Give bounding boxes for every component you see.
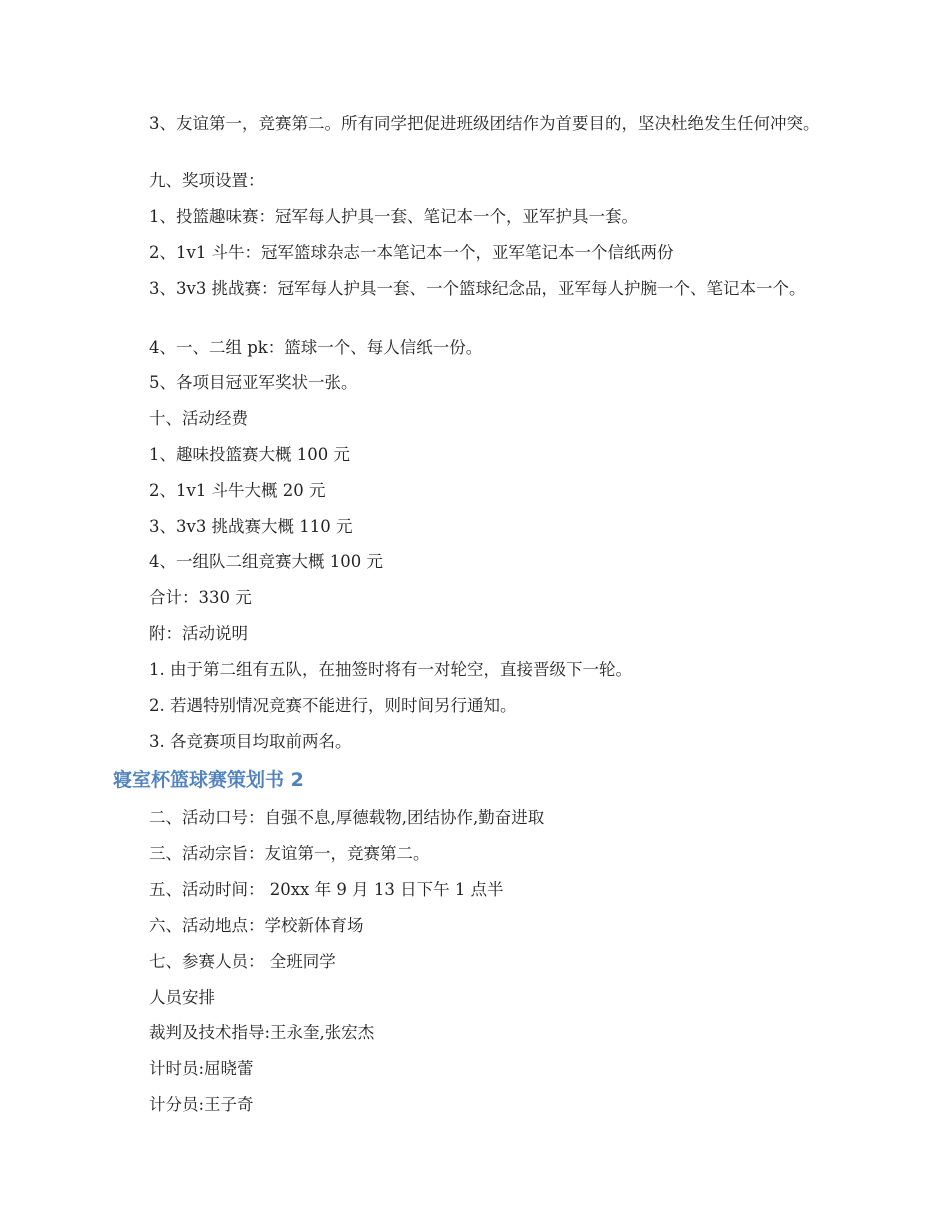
paragraph-note-1: 1. 由于第二组有五队，在抽签时将有一对轮空，直接晋级下一轮。 bbox=[149, 660, 632, 679]
paragraph-participants: 七、参赛人员： 全班同学 bbox=[149, 952, 336, 971]
paragraph-budget-3v3: 3、3v3 挑战赛大概 110 元 bbox=[149, 517, 353, 536]
paragraph-note-3: 3. 各竞赛项目均取前两名。 bbox=[149, 732, 352, 751]
paragraph-awards-heading: 九、奖项设置： bbox=[149, 171, 265, 190]
paragraph-budget-shooting: 1、趣味投篮赛大概 100 元 bbox=[149, 445, 350, 464]
paragraph-note-2: 2. 若遇特别情况竞赛不能进行，则时间另行通知。 bbox=[149, 696, 517, 715]
paragraph-budget-heading: 十、活动经费 bbox=[149, 409, 248, 428]
paragraph-time: 五、活动时间： 20xx 年 9 月 13 日下午 1 点半 bbox=[149, 880, 504, 899]
paragraph-timekeeper: 计时员:屈晓蕾 bbox=[149, 1059, 254, 1078]
paragraph-location: 六、活动地点：学校新体育场 bbox=[149, 916, 364, 935]
paragraph-scorekeeper: 计分员:王子奇 bbox=[149, 1095, 254, 1114]
paragraph-award-group-pk: 4、一、二组 pk：篮球一个、每人信纸一份。 bbox=[149, 338, 483, 357]
paragraph-award-1v1: 2、1v1 斗牛：冠军篮球杂志一本笔记本一个，亚军笔记本一个信纸两份 bbox=[149, 243, 674, 262]
paragraph-budget-1v1: 2、1v1 斗牛大概 20 元 bbox=[149, 481, 326, 500]
paragraph-award-3v3: 3、3v3 挑战赛：冠军每人护具一套、一个篮球纪念品，亚军每人护腕一个、笔记本一个。 bbox=[149, 279, 806, 298]
paragraph-notes-heading: 附：活动说明 bbox=[149, 624, 248, 643]
paragraph-budget-total: 合计：330 元 bbox=[149, 588, 252, 607]
paragraph-budget-group: 4、一组队二组竞赛大概 100 元 bbox=[149, 552, 383, 571]
paragraph-award-shooting: 1、投篮趣味赛：冠军每人护具一套、笔记本一个，亚军护具一套。 bbox=[149, 207, 638, 226]
paragraph-staff-heading: 人员安排 bbox=[149, 988, 215, 1007]
paragraph-referees: 裁判及技术指导:王永奎,张宏杰 bbox=[149, 1023, 375, 1042]
paragraph-award-certificate: 5、各项目冠亚军奖状一张。 bbox=[149, 373, 358, 392]
paragraph-slogan: 二、活动口号：自强不息,厚德载物,团结协作,勤奋进取 bbox=[149, 808, 545, 827]
paragraph-friendship-rule: 3、友谊第一，竞赛第二。所有同学把促进班级团结作为首要目的，坚决杜绝发生任何冲突。 bbox=[149, 114, 820, 133]
paragraph-purpose: 三、活动宗旨：友谊第一，竞赛第二。 bbox=[149, 844, 430, 863]
section-heading: 寝室杯篮球赛策划书 2 bbox=[113, 769, 304, 791]
